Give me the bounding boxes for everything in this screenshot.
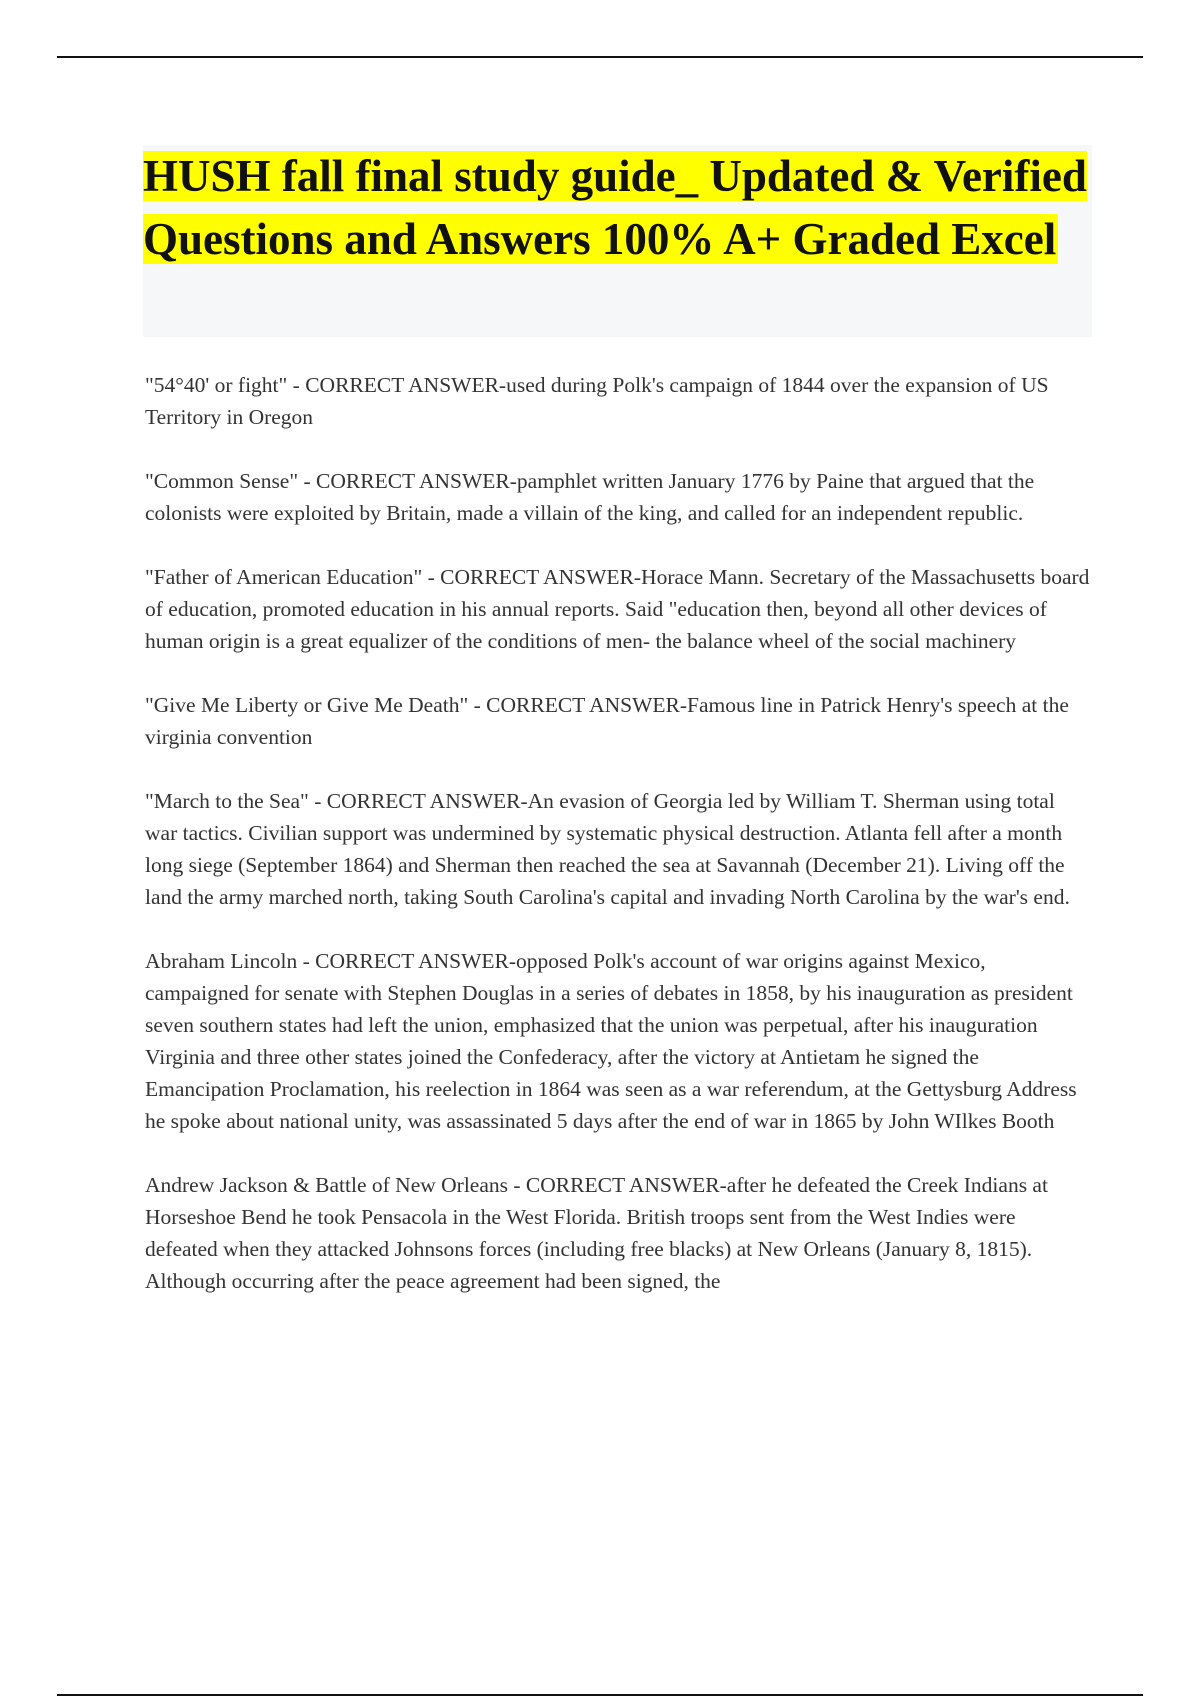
qa-list <box>145 369 1090 1329</box>
qa-entry: "Common Sense" - CORRECT ANSWER-pamphlet written January 1776 by Paine that argued that the colonists were exploited by Britain, made a villain of the king, and called for an independent republic. <box>145 469 1035 525</box>
qa-entry: "54°40' or fight" - CORRECT ANSWER-used during Polk's campaign of 1844 over the expansion of US Territory in Oregon <box>145 373 1049 429</box>
document-title <box>143 145 1092 271</box>
qa-entry: Andrew Jackson & Battle of New Orleans - CORRECT ANSWER-after he defeated the Creek Indians at Horseshoe Bend he took Pensacola in the West Florida. British troops sent from the West Indies were defeated when they attacked Johnsons forces (including free blacks) at New Orleans (January 8, 1815). Although occurring after the peace agreement had been signed, the <box>145 1173 1048 1293</box>
qa-entry: "March to the Sea" - CORRECT ANSWER-An evasion of Georgia led by William T. Sherman using total war tactics. Civilian support was undermined by systematic physical destruction. Atlanta fell after a month long siege (September 1864) and Sherman then reached the sea at Savannah (December 21). Living off the land the army marched north, taking South Carolina's capital and invading North Carolina by the war's end. <box>145 789 1070 909</box>
title-block <box>143 145 1092 337</box>
qa-entry: Abraham Lincoln - CORRECT ANSWER-opposed Polk's account of war origins against Mexico, campaigned for senate with Stephen Douglas in a series of debates in 1858, by his inauguration as president seven southern states had left the union, emphasized that the union was perpetual, after his inauguration Virginia and three other states joined the Confederacy, after the victory at Antietam he signed the Emancipation Proclamation, his reelection in 1864 was seen as a war referendum, at the Gettysburg Address he spoke about national unity, was assassinated 5 days after the end of war in 1865 by John WIlkes Booth <box>145 949 1077 1133</box>
top-divider <box>57 56 1143 58</box>
qa-entry: "Give Me Liberty or Give Me Death" - CORRECT ANSWER-Famous line in Patrick Henry's speech at the virginia convention <box>145 693 1069 749</box>
bottom-divider <box>57 1694 1143 1696</box>
qa-entry: "Father of American Education" - CORRECT ANSWER-Horace Mann. Secretary of the Massachusetts board of education, promoted education in his annual reports. Said "education then, beyond all other devices of human origin is a great equalizer of the conditions of men- the balance wheel of the social machinery <box>145 565 1090 653</box>
document-title-highlight: HUSH fall final study guide_ Updated & Verified Questions and Answers 100% A+ Graded Excel <box>143 151 1087 264</box>
